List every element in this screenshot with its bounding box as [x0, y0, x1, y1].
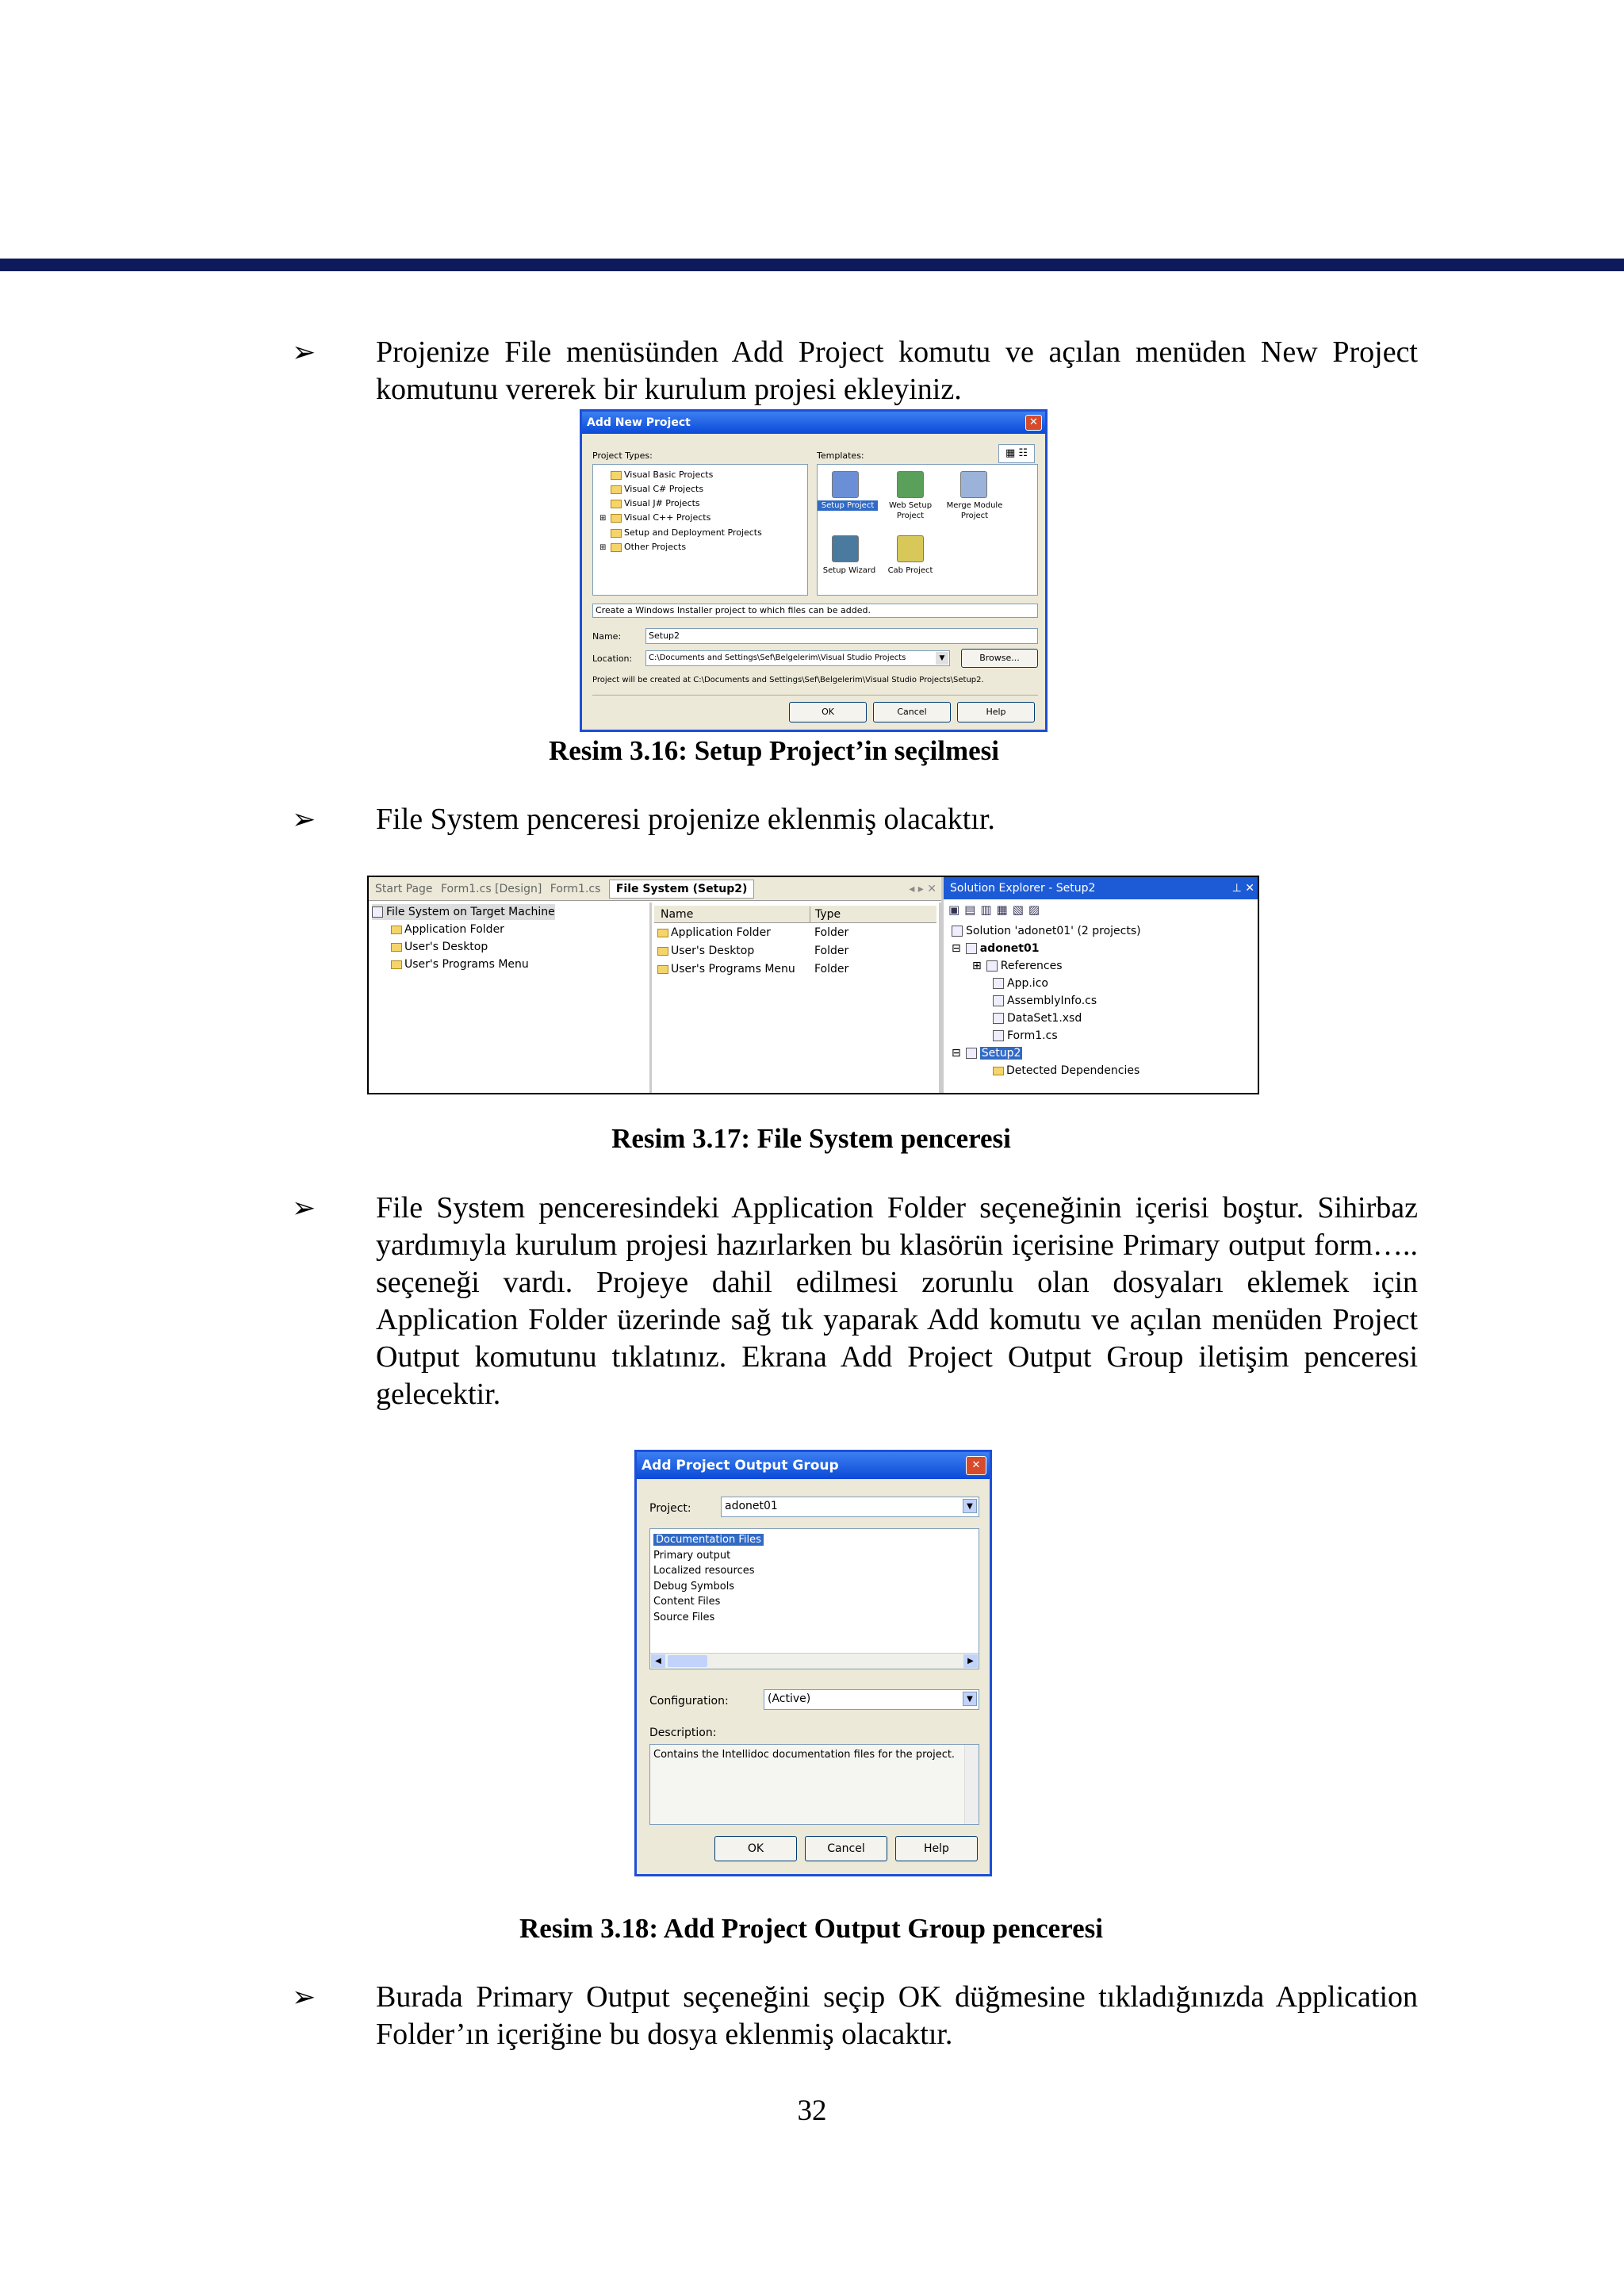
horizontal-scrollbar[interactable]	[650, 1653, 979, 1669]
project-label: Project:	[649, 1502, 691, 1515]
list-item[interactable]: User's Programs Menu	[657, 961, 795, 977]
bullet-paragraph: Projenize File menüsünden Add Project komutu ve açılan menüden New Project komutunu vererek bir kurulum projesi ekleyiniz.	[376, 335, 1418, 406]
name-label: Name:	[592, 631, 622, 642]
list-item[interactable]: Content Files	[653, 1596, 721, 1608]
output-list[interactable]	[649, 1528, 979, 1669]
tree-item[interactable]: Setup and Deployment Projects	[599, 526, 762, 540]
folder-icon	[391, 960, 402, 969]
chevron-left-icon[interactable]: ◀	[651, 1654, 665, 1668]
tab-form-design[interactable]: Form1.cs [Design]	[441, 883, 542, 895]
template-web-setup-project[interactable]: Web Setup Project	[888, 501, 933, 520]
solution-explorer-title: Solution Explorer - Setup2 ⊥ ✕	[944, 877, 1259, 899]
template-setup-wizard[interactable]: Setup Wizard	[822, 566, 876, 575]
tree-root[interactable]: File System on Target Machine	[372, 904, 555, 920]
bullet-paragraph: File System penceresi projenize eklenmiş olacaktır.	[376, 803, 995, 836]
tree-item[interactable]: App.ico	[993, 975, 1048, 991]
folder-icon	[611, 529, 622, 538]
tab-start-page[interactable]: Start Page	[375, 883, 433, 895]
list-item[interactable]: Source Files	[653, 1611, 715, 1623]
figure-caption: Resim 3.18: Add Project Output Group penceresi	[519, 1913, 1103, 1944]
file-icon	[993, 995, 1004, 1006]
tree-item[interactable]: ⊞ Other Projects	[599, 542, 687, 552]
project-select[interactable]: adonet01 ▼	[721, 1497, 979, 1517]
tree-item[interactable]: ⊞ Visual C++ Projects	[599, 512, 711, 523]
solution-node[interactable]: Solution 'adonet01' (2 projects)	[952, 923, 1141, 939]
description-text: Contains the Intellidoc documentation files for the project.	[649, 1744, 979, 1825]
list-header	[654, 906, 936, 923]
tree-item[interactable]: Form1.cs	[993, 1028, 1058, 1044]
bullet-arrow-icon: ➢	[292, 336, 316, 368]
folder-icon	[611, 471, 622, 480]
file-system-tree	[369, 903, 652, 1094]
help-button[interactable]: Help	[895, 1836, 978, 1861]
location-label: Location:	[592, 653, 633, 664]
cancel-button[interactable]: Cancel	[873, 702, 951, 722]
folder-icon	[611, 514, 622, 523]
setup-project-icon	[966, 1048, 977, 1059]
solution-explorer	[941, 877, 1259, 1094]
dialog-titlebar	[637, 1452, 990, 1479]
dialog-titlebar	[582, 412, 1045, 434]
chevron-right-icon[interactable]: ▶	[963, 1654, 978, 1668]
list-item-type: Folder	[814, 945, 849, 957]
template-description: Create a Windows Installer project to which files can be added.	[592, 604, 1038, 618]
templates-list[interactable]	[817, 464, 1038, 596]
description-label: Description:	[649, 1727, 717, 1739]
list-item[interactable]: Documentation Files	[653, 1532, 764, 1548]
list-item[interactable]: Debug Symbols	[653, 1580, 735, 1593]
folder-icon	[657, 929, 668, 937]
folder-icon	[611, 485, 622, 494]
project-types-tree[interactable]	[592, 464, 808, 596]
dialog-title: Add Project Output Group	[642, 1458, 839, 1474]
folder-icon	[391, 926, 402, 934]
solution-icon	[952, 926, 963, 937]
scroll-thumb[interactable]	[668, 1655, 707, 1667]
tree-item[interactable]: AssemblyInfo.cs	[993, 993, 1097, 1009]
tree-item[interactable]: Visual C# Projects	[599, 482, 762, 496]
template-cab-project[interactable]: Cab Project	[887, 566, 933, 575]
chevron-down-icon[interactable]: ▼	[963, 1692, 977, 1706]
ok-button[interactable]: OK	[789, 702, 867, 722]
list-item[interactable]: Application Folder	[657, 925, 771, 941]
tab-form-code[interactable]: Form1.cs	[550, 883, 601, 895]
ok-button[interactable]: OK	[714, 1836, 797, 1861]
setup-project-icon	[832, 471, 859, 498]
divider	[592, 695, 1038, 696]
file-system-window	[367, 876, 1259, 1094]
location-select[interactable]: C:\Documents and Settings\Sef\Belgelerim\Visual Studio Projects ▼	[645, 650, 950, 666]
name-column-header[interactable]: Name	[661, 908, 694, 921]
project-icon	[966, 943, 977, 954]
close-icon[interactable]: ◂ ▸ ✕	[909, 883, 936, 895]
setup-wizard-icon	[832, 535, 859, 562]
close-icon[interactable]: ⊥ ✕	[1231, 882, 1254, 895]
add-new-project-dialog	[580, 409, 1048, 732]
cancel-button[interactable]: Cancel	[805, 1836, 887, 1861]
folder-icon	[657, 947, 668, 956]
chevron-down-icon[interactable]: ▼	[963, 1499, 977, 1513]
tab-file-system[interactable]: File System (Setup2)	[609, 880, 755, 899]
file-icon	[993, 1030, 1004, 1041]
project-node[interactable]: ⊟ adonet01	[952, 942, 1040, 955]
setup-node[interactable]: ⊟ Setup2	[952, 1047, 1021, 1060]
page-number: 32	[797, 2095, 827, 2127]
figure-caption: Resim 3.17: File System penceresi	[611, 1123, 1011, 1154]
chevron-down-icon[interactable]: ▼	[936, 652, 948, 665]
references-icon	[986, 960, 998, 972]
tree-item[interactable]: User's Desktop	[391, 939, 488, 955]
browse-button[interactable]: Browse...	[961, 649, 1038, 668]
tree-item[interactable]: User's Programs Menu	[391, 956, 529, 972]
file-icon	[993, 978, 1004, 989]
list-item[interactable]: Primary output	[653, 1549, 731, 1562]
configuration-select[interactable]: (Active) ▼	[764, 1689, 979, 1710]
merge-module-icon	[960, 471, 987, 498]
folder-icon	[657, 965, 668, 974]
template-merge-module-project[interactable]: Merge Module Project	[946, 501, 1003, 520]
bullet-arrow-icon: ➢	[292, 1192, 316, 1224]
list-item-type: Folder	[814, 926, 849, 939]
figure-caption: Resim 3.16: Setup Project’in seçilmesi	[549, 735, 999, 766]
configuration-label: Configuration:	[649, 1695, 729, 1708]
templates-label: Templates:	[817, 450, 864, 461]
computer-icon	[372, 906, 383, 918]
list-item[interactable]: Localized resources	[653, 1565, 755, 1577]
project-types-label: Project Types:	[592, 450, 653, 461]
document-tabs	[369, 877, 941, 901]
view-toggle-icon[interactable]: ▦ ☷	[998, 444, 1035, 463]
web-setup-project-icon	[897, 471, 924, 498]
tree-item[interactable]: ⊞ References	[972, 960, 1063, 972]
tree-item[interactable]: Application Folder	[391, 922, 504, 937]
cab-project-icon	[897, 535, 924, 562]
bullet-paragraph: File System penceresindeki Application Folder seçeneğinin içerisi boştur. Sihirbaz yardımıyla kurulum projesi hazırlarken bu klasörün içerisine Primary output form….. seçeneği vardı. Projeye dahil edilmesi zorunlu olan dosyaları eklemek için Application Folder üzerinde sağ tık yaparak Add komutu ve açılan menüden Project Output komutunu tıklatınız. Ekrana Add Project Output Group iletişim penceresi gelecektir.	[376, 1191, 1418, 1411]
template-setup-project[interactable]: Setup Project	[818, 500, 878, 511]
help-button[interactable]: Help	[957, 702, 1035, 722]
tree-item[interactable]: DataSet1.xsd	[993, 1010, 1082, 1026]
bullet-arrow-icon: ➢	[292, 803, 316, 835]
close-icon[interactable]: ✕	[966, 1456, 986, 1475]
folder-icon	[611, 543, 622, 552]
list-item-type: Folder	[814, 963, 849, 975]
vertical-scrollbar[interactable]	[964, 1745, 979, 1824]
add-project-output-group-dialog	[634, 1450, 992, 1876]
project-path-note: Project will be created at C:\Documents and Settings\Sef\Belgelerim\Visual Studio Projects\Setup2.	[592, 676, 984, 684]
tree-item[interactable]: Visual J# Projects	[599, 496, 762, 511]
folder-icon	[391, 943, 402, 952]
dialog-title: Add New Project	[587, 416, 691, 429]
file-icon	[993, 1013, 1004, 1024]
bullet-paragraph: Burada Primary Output seçeneğini seçip OK düğmesine tıkladığınızda Application Folder’ın içeriğine bu dosya eklenmiş olacaktır.	[376, 1980, 1418, 2051]
close-icon[interactable]: ✕	[1025, 415, 1042, 431]
tree-item[interactable]: Detected Dependencies	[993, 1063, 1139, 1079]
folder-icon	[993, 1067, 1004, 1075]
header-rule	[0, 259, 1624, 271]
tree-item[interactable]: Visual Basic Projects	[599, 468, 762, 482]
bullet-arrow-icon: ➢	[292, 1981, 316, 2013]
type-column-header[interactable]: Type	[810, 906, 841, 922]
file-list	[654, 903, 941, 1094]
name-input[interactable]: Setup2	[645, 628, 1038, 644]
folder-icon	[611, 500, 622, 508]
solution-toolbar-icons[interactable]: ▣▤▥▦▧▨	[948, 903, 1045, 917]
list-item[interactable]: User's Desktop	[657, 943, 754, 959]
